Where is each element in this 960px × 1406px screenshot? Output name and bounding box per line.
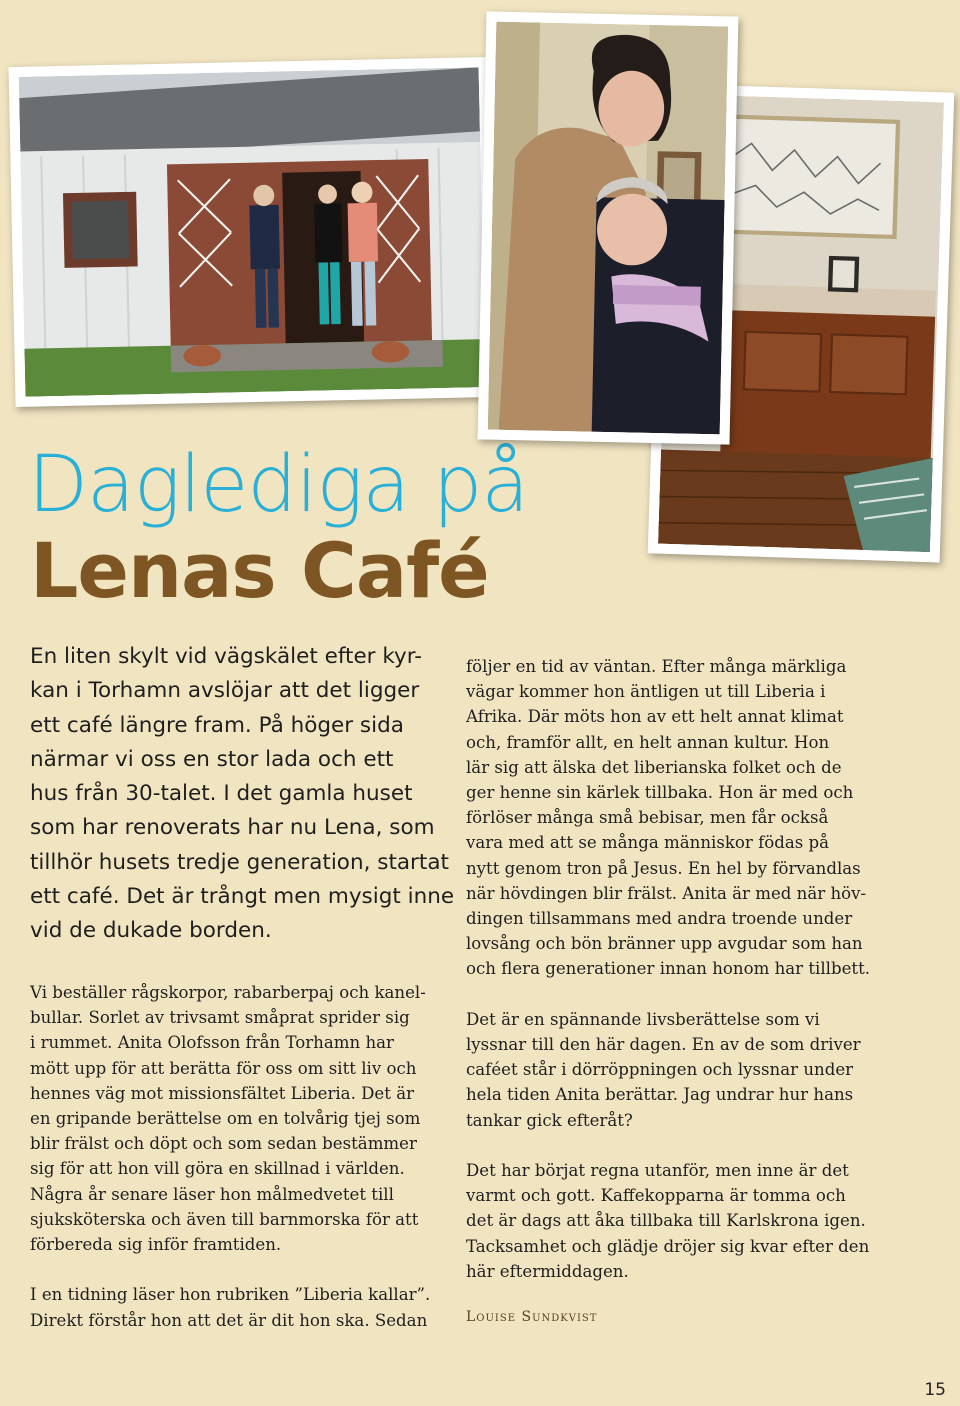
author-byline: Louise Sundkvist — [466, 1309, 598, 1325]
body-line: och, framför allt, en helt annan kultur. Hon — [466, 732, 830, 752]
body-line: i rummet. Anita Olofsson från Torhamn har — [30, 1033, 394, 1053]
body-line: en gripande berättelse om en tolvårig tjej som — [30, 1109, 421, 1129]
title-line-2: Lenas Café — [30, 526, 489, 615]
body-line: dingen tillsammans med andra troende under — [466, 909, 853, 929]
intro-paragraph — [30, 640, 455, 949]
body-line: sig för att hon vill göra en skillnad i världen. — [30, 1159, 405, 1179]
body-line: varmt och gott. Kaffekopparna är tomma och — [466, 1186, 846, 1206]
intro-line: ett café. Det är trångt men mysigt inne — [30, 884, 455, 910]
body-line: och flera generationer innan honom har tillbett. — [466, 959, 871, 979]
body-line: när hövdingen blir frälst. Anita är med när höv- — [466, 883, 867, 903]
body-line: Direkt förstår hon att det är dit hon ska. Sedan — [30, 1310, 428, 1330]
body-column-right — [466, 654, 886, 1284]
title-line-1: Daglediga på — [28, 440, 529, 530]
body-line: det är dags att åka tillbaka till Karlskrona igen. — [466, 1211, 866, 1231]
body-line: tankar gick efteråt? — [466, 1110, 633, 1130]
two-women-photo — [478, 11, 739, 444]
intro-line: tillhör husets tredje generation, startat — [30, 849, 449, 875]
intro-line: som har renoverats har nu Lena, som — [30, 815, 435, 841]
body-line: vägar kommer hon äntligen ut till Liberia i — [466, 682, 826, 702]
body-line: lär sig att älska det liberianska folket och de — [466, 757, 842, 777]
intro-line: närmar vi oss en stor lada och ett — [30, 746, 394, 772]
intro-line: hus från 30-talet. I det gamla huset — [30, 781, 413, 807]
cafe-exterior-photo — [8, 57, 495, 407]
body-line: lovsång och bön bränner upp avgudar som han — [466, 934, 863, 954]
body-line: mött upp för att berätta för oss om sitt liv och — [30, 1058, 417, 1078]
body-line: sjuksköterska och även till barnmorska för att — [30, 1209, 419, 1229]
body-column-left — [30, 980, 450, 1333]
body-line: caféet står i dörröppningen och lyssnar under — [466, 1060, 854, 1080]
intro-line: ett café längre fram. På höger sida — [30, 712, 404, 738]
body-line: följer en tid av väntan. Efter många märkliga — [466, 657, 847, 676]
body-line: ger henne sin kärlek tillbaka. Hon är med och — [466, 783, 854, 803]
body-line: nytt genom tron på Jesus. En hel by förvandlas — [466, 858, 861, 878]
intro-line: vid de dukade borden. — [30, 918, 272, 944]
body-line: Tacksamhet och glädje dröjer sig kvar efter den — [466, 1236, 870, 1256]
body-line: Det är en spännande livsberättelse som vi — [466, 1009, 820, 1029]
body-line: vara med att se många människor födas på — [466, 833, 830, 853]
body-line: Afrika. Där möts hon av ett helt annat klimat — [466, 707, 844, 727]
intro-line: En liten skylt vid vägskälet efter kyr- — [30, 644, 422, 669]
body-line: blir frälst och döpt och som sedan bestämmer — [30, 1134, 417, 1154]
body-line: hela tiden Anita berättar. Jag undrar hur hans — [466, 1085, 854, 1105]
body-line: Några år senare läser hon målmedvetet till — [30, 1184, 394, 1204]
body-line: här eftermiddagen. — [466, 1261, 629, 1281]
body-line: hennes väg mot missionsfältet Liberia. Det är — [30, 1083, 415, 1103]
body-line: lyssnar till den här dagen. En av de som driver — [466, 1035, 861, 1055]
body-line: bullar. Sorlet av trivsamt småprat sprider sig — [30, 1008, 410, 1028]
body-line: förlöser många små bebisar, men får också — [466, 808, 829, 828]
body-line: förbereda sig inför framtiden. — [30, 1235, 282, 1255]
body-line: Det har börjat regna utanför, men inne är det — [466, 1161, 849, 1181]
page-number: 15 — [924, 1380, 946, 1400]
intro-line: kan i Torhamn avslöjar att det ligger — [30, 678, 420, 704]
body-line: I en tidning läser hon rubriken ”Liberia kallar”. — [30, 1285, 431, 1305]
body-line: Vi beställer rågskorpor, rabarberpaj och kanel- — [30, 983, 426, 1002]
